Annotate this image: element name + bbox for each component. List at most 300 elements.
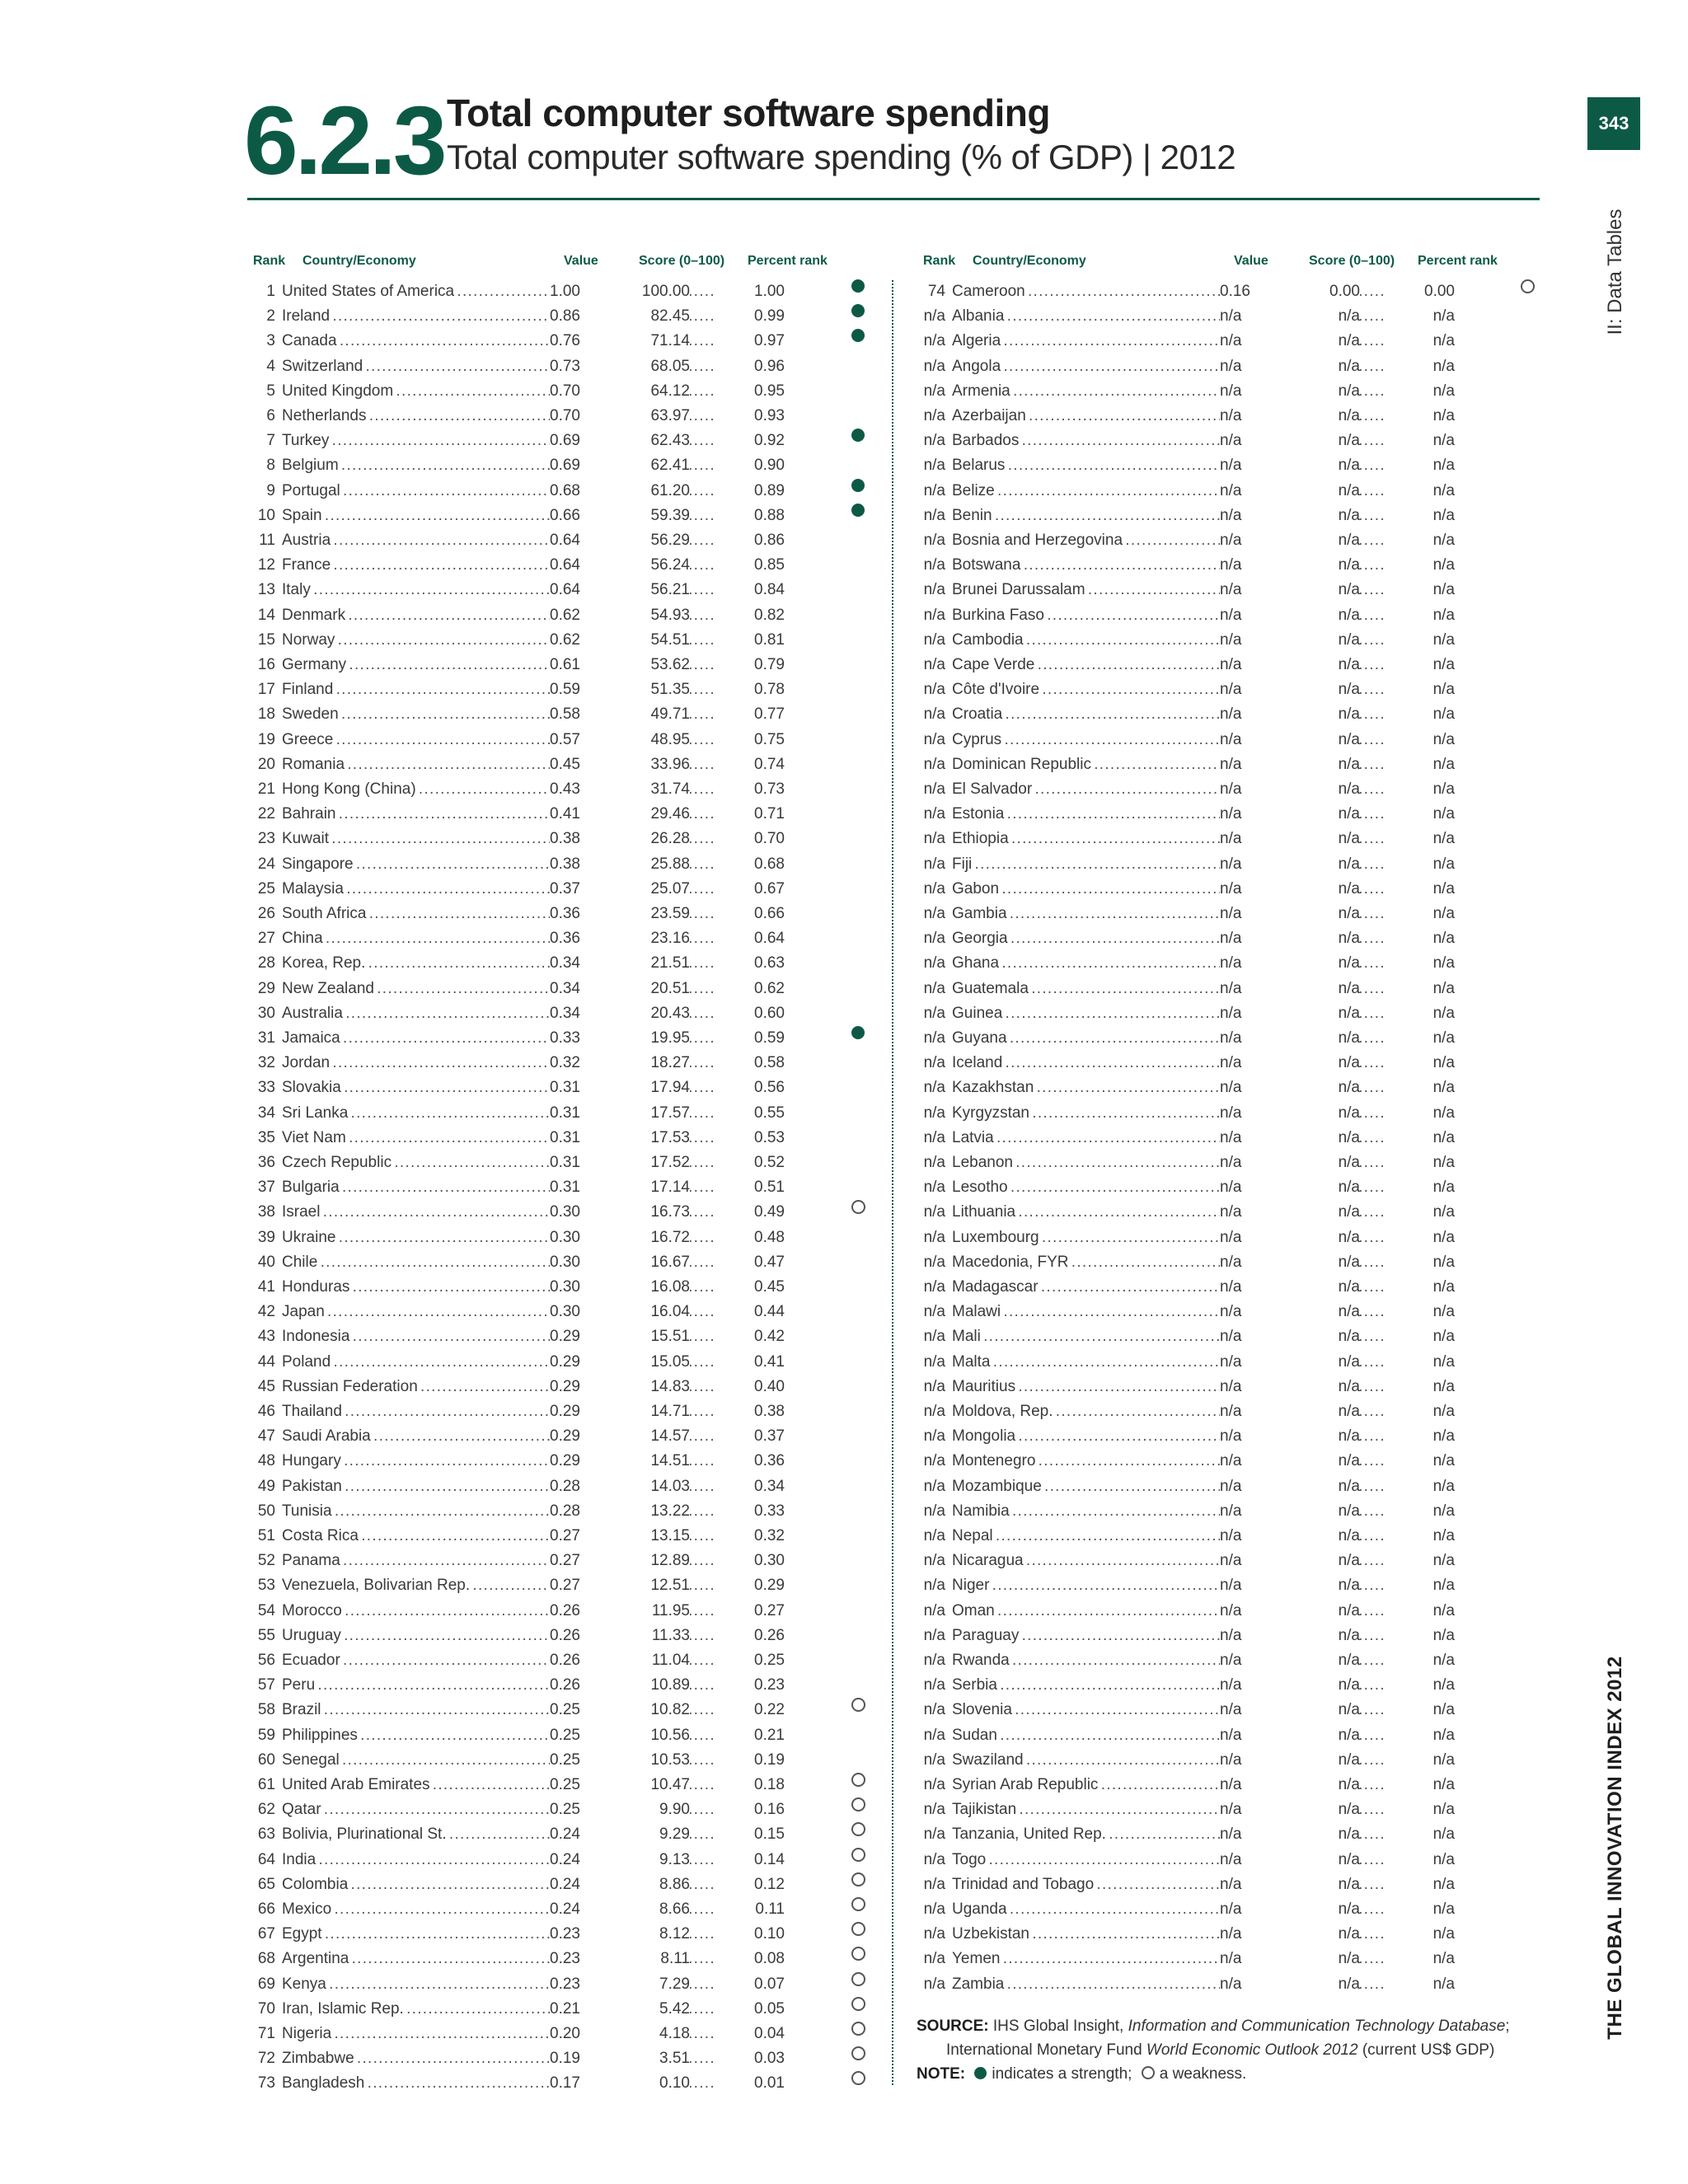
- dot-leader: . . . .: [693, 1477, 713, 1495]
- dot-leader: . . . .: [693, 1253, 713, 1271]
- rank-cell: n/a: [923, 581, 945, 599]
- country-cell: Greece . . .: [282, 728, 550, 752]
- percent-rank-cell: n/a: [1385, 1872, 1455, 1897]
- score-cell: n/a: [1278, 1972, 1360, 1997]
- score-cell: n/a: [1278, 1773, 1360, 1797]
- score-cell: 54.93: [607, 603, 690, 628]
- weakness-icon: [851, 1997, 865, 2011]
- score-cell: 8.12: [607, 1922, 690, 1947]
- value-cell: 0.25: [550, 1773, 607, 1797]
- percent-rank-cell: n/a: [1385, 1449, 1455, 1474]
- rank-cell: n/a: [923, 730, 945, 748]
- country-cell: Brunei Darussalam . . .: [952, 578, 1220, 602]
- weakness-icon: [851, 1947, 865, 1961]
- country-cell: Tanzania, United Rep. . . .: [952, 1822, 1220, 1847]
- table-row: [232, 1226, 892, 1250]
- rank-cell: n/a: [923, 1626, 945, 1644]
- score-cell: 62.43: [607, 429, 690, 453]
- country-cell: Guatemala . . .: [952, 977, 1220, 1001]
- value-cell: 0.25: [550, 1748, 607, 1773]
- dot-leader: . . . .: [1363, 1228, 1383, 1246]
- percent-rank-cell: n/a: [1385, 1748, 1455, 1773]
- score-cell: 7.29: [607, 1972, 690, 1997]
- dot-leader: . . . .: [693, 382, 713, 400]
- score-cell: n/a: [1278, 1648, 1360, 1673]
- value-cell: 0.76: [550, 329, 607, 354]
- percent-rank-cell: n/a: [1385, 977, 1455, 1001]
- value-cell: 0.59: [550, 677, 607, 702]
- dot-leader: . . . .: [693, 1601, 713, 1619]
- dot-leader: . . . .: [693, 1303, 713, 1321]
- rank-cell: 63: [257, 1825, 275, 1844]
- value-cell: n/a: [1220, 1573, 1278, 1598]
- table-row: [232, 628, 892, 653]
- country-cell: Singapore . . .: [282, 852, 550, 877]
- dot-leader: . . . .: [693, 606, 713, 624]
- score-cell: 51.35: [607, 677, 690, 702]
- dot-leader: . . . .: [1363, 357, 1383, 375]
- percent-rank-cell: 1.00: [715, 279, 785, 304]
- table-row: [232, 1549, 892, 1573]
- rank-cell: 34: [257, 1104, 275, 1122]
- value-cell: 0.30: [550, 1275, 607, 1300]
- rank-cell: 20: [257, 755, 275, 773]
- score-cell: n/a: [1278, 429, 1360, 453]
- dot-leader: . . . .: [693, 1999, 713, 2018]
- value-cell: n/a: [1220, 304, 1278, 329]
- score-cell: n/a: [1278, 1175, 1360, 1200]
- country-cell: Portugal . . .: [282, 479, 550, 504]
- percent-rank-cell: 0.44: [715, 1300, 785, 1324]
- value-cell: 0.19: [550, 2046, 607, 2071]
- rank-cell: 47: [257, 1427, 275, 1446]
- dot-leader: . . . .: [1363, 283, 1383, 300]
- country-cell: Lesotho . . .: [952, 1175, 1220, 1200]
- rank-cell: 8: [266, 457, 275, 475]
- percent-rank-cell: 0.37: [715, 1424, 785, 1449]
- value-cell: n/a: [1220, 603, 1278, 628]
- value-cell: n/a: [1220, 528, 1278, 553]
- percent-rank-cell: n/a: [1385, 504, 1455, 528]
- percent-rank-cell: n/a: [1385, 1499, 1455, 1524]
- country-cell: United States of America . . .: [282, 279, 550, 304]
- score-cell: 56.24: [607, 553, 690, 578]
- value-cell: 0.70: [550, 404, 607, 429]
- value-cell: n/a: [1220, 926, 1278, 951]
- rank-cell: 26: [257, 905, 275, 922]
- table-row: [903, 1151, 1562, 1175]
- percent-rank-cell: n/a: [1385, 1723, 1455, 1748]
- value-cell: n/a: [1220, 1126, 1278, 1151]
- score-cell: 25.07: [607, 877, 690, 902]
- dot-leader: . . . .: [1363, 1875, 1383, 1893]
- score-cell: n/a: [1278, 1324, 1360, 1349]
- dot-leader: . . . .: [693, 1527, 713, 1544]
- country-cell: Saudi Arabia . . .: [282, 1424, 550, 1449]
- country-cell: Serbia . . .: [952, 1673, 1220, 1698]
- table-row: [903, 1848, 1562, 1872]
- country-cell: El Salvador . . .: [952, 777, 1220, 802]
- score-cell: n/a: [1278, 1499, 1360, 1524]
- score-cell: 64.12: [607, 379, 690, 404]
- percent-rank-cell: n/a: [1385, 1922, 1455, 1947]
- value-cell: 0.73: [550, 354, 607, 379]
- value-cell: 0.29: [550, 1424, 607, 1449]
- table-row: [232, 453, 892, 478]
- rank-cell: n/a: [923, 506, 945, 524]
- percent-rank-cell: 0.58: [715, 1051, 785, 1076]
- country-cell: Pakistan . . .: [282, 1474, 550, 1499]
- value-cell: n/a: [1220, 379, 1278, 404]
- table-row: [903, 1226, 1562, 1250]
- dot-leader: . . . .: [1363, 1950, 1383, 1968]
- percent-rank-cell: 0.36: [715, 1449, 785, 1474]
- table-row: [232, 1573, 892, 1598]
- weakness-icon: [851, 1773, 865, 1787]
- value-cell: 0.27: [550, 1573, 607, 1598]
- dot-leader: . . . .: [693, 1975, 713, 1993]
- value-cell: 0.36: [550, 902, 607, 926]
- value-cell: n/a: [1220, 1474, 1278, 1499]
- percent-rank-cell: 0.64: [715, 926, 785, 951]
- rank-cell: 41: [257, 1278, 275, 1296]
- percent-rank-cell: n/a: [1385, 1822, 1455, 1847]
- score-cell: n/a: [1278, 1897, 1360, 1922]
- column-divider: [892, 280, 893, 2085]
- rank-cell: 7: [266, 432, 275, 450]
- percent-rank-cell: 0.12: [715, 1872, 785, 1897]
- score-cell: n/a: [1278, 1126, 1360, 1151]
- country-cell: Norway . . .: [282, 628, 550, 653]
- score-cell: 5.42: [607, 1997, 690, 2022]
- percent-rank-cell: 0.78: [715, 677, 785, 702]
- dot-leader: . . . .: [693, 1154, 713, 1171]
- country-cell: Niger . . .: [952, 1573, 1220, 1598]
- percent-rank-cell: 0.38: [715, 1399, 785, 1424]
- dot-leader: . . . .: [693, 630, 713, 649]
- percent-rank-cell: 0.63: [715, 951, 785, 976]
- dot-leader: . . . .: [1363, 506, 1383, 524]
- percent-rank-cell: 0.68: [715, 852, 785, 877]
- country-cell: Spain . . .: [282, 504, 550, 528]
- country-cell: Chile . . .: [282, 1250, 550, 1275]
- source-text-4: (current US$ GDP): [1357, 2041, 1495, 2059]
- country-cell: Ecuador . . .: [282, 1648, 550, 1673]
- weakness-icon: [851, 1872, 865, 1886]
- country-cell: Costa Rica . . .: [282, 1524, 550, 1549]
- table-row: [903, 1424, 1562, 1449]
- value-cell: 0.64: [550, 528, 607, 553]
- rank-cell: n/a: [923, 432, 945, 450]
- percent-rank-cell: 0.66: [715, 902, 785, 926]
- value-cell: n/a: [1220, 553, 1278, 578]
- dot-leader: . . . .: [1363, 905, 1383, 922]
- country-cell: Malawi . . .: [952, 1300, 1220, 1324]
- value-cell: 0.64: [550, 553, 607, 578]
- dot-leader: . . . .: [1363, 1601, 1383, 1619]
- weakness-legend-icon: [1142, 2066, 1155, 2079]
- country-cell: Mexico . . .: [282, 1897, 550, 1922]
- table-row: [903, 429, 1562, 453]
- table-row: [232, 528, 892, 553]
- dot-leader: . . . .: [693, 905, 713, 922]
- value-cell: 0.33: [550, 1026, 607, 1051]
- dot-leader: . . . .: [693, 1352, 713, 1371]
- dot-leader: . . . .: [1363, 1527, 1383, 1544]
- table-row: [903, 279, 1562, 304]
- left-header-country: Country/Economy: [302, 254, 416, 268]
- dot-leader: . . . .: [693, 1801, 713, 1819]
- table-row: [232, 1474, 892, 1499]
- country-cell: Tunisia . . .: [282, 1499, 550, 1524]
- rank-cell: 18: [257, 705, 275, 724]
- score-cell: n/a: [1278, 1797, 1360, 1822]
- percent-rank-cell: 0.29: [715, 1573, 785, 1598]
- score-cell: n/a: [1278, 1076, 1360, 1100]
- country-cell: Croatia . . .: [952, 702, 1220, 727]
- table-row: [903, 702, 1562, 727]
- table-row: [903, 453, 1562, 478]
- value-cell: 0.68: [550, 479, 607, 504]
- dot-leader: . . . .: [693, 1502, 713, 1520]
- rank-cell: n/a: [923, 1029, 945, 1047]
- value-cell: n/a: [1220, 1549, 1278, 1573]
- rank-cell: n/a: [923, 1427, 945, 1446]
- country-cell: Syrian Arab Republic . . .: [952, 1773, 1220, 1797]
- score-cell: n/a: [1278, 1822, 1360, 1847]
- value-cell: n/a: [1220, 1175, 1278, 1200]
- dot-leader: . . . .: [693, 1427, 713, 1446]
- country-cell: Togo . . .: [952, 1848, 1220, 1872]
- score-cell: 19.95: [607, 1026, 690, 1051]
- score-cell: n/a: [1278, 1101, 1360, 1126]
- percent-rank-cell: n/a: [1385, 304, 1455, 329]
- score-cell: 54.51: [607, 628, 690, 653]
- weakness-icon: [1521, 279, 1535, 293]
- strength-icon: [851, 304, 865, 317]
- rank-cell: 68: [257, 1950, 275, 1968]
- value-cell: 0.26: [550, 1624, 607, 1648]
- rank-cell: n/a: [923, 1825, 945, 1844]
- country-cell: Germany . . .: [282, 653, 550, 677]
- table-row: [232, 653, 892, 677]
- country-cell: Israel . . .: [282, 1200, 550, 1225]
- percent-rank-cell: 0.77: [715, 702, 785, 727]
- value-cell: 0.29: [550, 1324, 607, 1349]
- rank-cell: 21: [257, 780, 275, 798]
- rank-cell: n/a: [923, 307, 945, 326]
- score-cell: 3.51: [607, 2046, 690, 2071]
- dot-leader: . . . .: [693, 1925, 713, 1943]
- country-cell: Indonesia . . .: [282, 1324, 550, 1349]
- score-cell: n/a: [1278, 553, 1360, 578]
- rank-cell: 48: [257, 1452, 275, 1470]
- percent-rank-cell: 0.89: [715, 479, 785, 504]
- table-row: [232, 1499, 892, 1524]
- value-cell: 0.31: [550, 1151, 607, 1175]
- rank-cell: n/a: [923, 656, 945, 673]
- rank-cell: n/a: [923, 1652, 945, 1669]
- percent-rank-cell: n/a: [1385, 1399, 1455, 1424]
- country-cell: Bulgaria . . .: [282, 1175, 550, 1200]
- value-cell: n/a: [1220, 802, 1278, 827]
- value-cell: 0.24: [550, 1897, 607, 1922]
- percent-rank-cell: n/a: [1385, 1200, 1455, 1225]
- note-strength-text: indicates a strength;: [992, 2065, 1132, 2083]
- right-header-value: Value: [1234, 254, 1268, 268]
- country-cell: Dominican Republic . . .: [952, 752, 1220, 777]
- score-cell: n/a: [1278, 1350, 1360, 1375]
- percent-rank-cell: n/a: [1385, 1797, 1455, 1822]
- percent-rank-cell: n/a: [1385, 528, 1455, 553]
- country-cell: Argentina . . .: [282, 1947, 550, 1971]
- value-cell: n/a: [1220, 578, 1278, 602]
- source-text-1: IHS Global Insight,: [992, 2018, 1128, 2035]
- percent-rank-cell: n/a: [1385, 926, 1455, 951]
- table-row: [232, 1250, 892, 1275]
- percent-rank-cell: n/a: [1385, 1599, 1455, 1624]
- country-cell: United Arab Emirates . . .: [282, 1773, 550, 1797]
- table-row: [903, 1573, 1562, 1598]
- dot-leader: . . . .: [693, 1676, 713, 1694]
- percent-rank-cell: n/a: [1385, 1947, 1455, 1971]
- value-cell: n/a: [1220, 329, 1278, 354]
- score-cell: n/a: [1278, 404, 1360, 429]
- dot-leader: . . . .: [693, 1900, 713, 1918]
- value-cell: n/a: [1220, 1698, 1278, 1722]
- score-cell: n/a: [1278, 1424, 1360, 1449]
- rank-cell: n/a: [923, 930, 945, 948]
- value-cell: 0.30: [550, 1200, 607, 1225]
- score-cell: n/a: [1278, 926, 1360, 951]
- value-cell: n/a: [1220, 1848, 1278, 1872]
- country-cell: Belarus . . .: [952, 453, 1220, 478]
- country-cell: Nepal . . .: [952, 1524, 1220, 1549]
- table-row: [903, 1001, 1562, 1026]
- rank-cell: n/a: [923, 1601, 945, 1619]
- percent-rank-cell: 0.52: [715, 1151, 785, 1175]
- score-cell: n/a: [1278, 1573, 1360, 1598]
- percent-rank-cell: 0.01: [715, 2071, 785, 2096]
- table-row: [903, 1474, 1562, 1499]
- percent-rank-cell: 0.99: [715, 304, 785, 329]
- country-cell: Oman . . .: [952, 1599, 1220, 1624]
- rank-cell: 71: [257, 2025, 275, 2042]
- weakness-icon: [851, 1848, 865, 1862]
- dot-leader: . . . .: [1363, 1203, 1383, 1221]
- dot-leader: . . . .: [1363, 1054, 1383, 1072]
- dot-leader: . . . .: [1363, 606, 1383, 624]
- rank-cell: 59: [257, 1726, 275, 1744]
- rank-cell: n/a: [923, 1452, 945, 1470]
- percent-rank-cell: 0.86: [715, 528, 785, 553]
- rank-cell: n/a: [923, 1875, 945, 1893]
- table-row: [903, 479, 1562, 504]
- score-cell: 16.04: [607, 1300, 690, 1324]
- value-cell: n/a: [1220, 504, 1278, 528]
- score-cell: 10.53: [607, 1748, 690, 1773]
- rank-cell: n/a: [923, 532, 945, 549]
- country-cell: United Kingdom . . .: [282, 379, 550, 404]
- note-label: NOTE:: [917, 2065, 966, 2083]
- percent-rank-cell: n/a: [1385, 877, 1455, 902]
- score-cell: 59.39: [607, 504, 690, 528]
- dot-leader: . . . .: [693, 506, 713, 524]
- country-cell: Estonia . . .: [952, 802, 1220, 827]
- right-header-score: Score (0–100): [1309, 254, 1395, 268]
- percent-rank-cell: n/a: [1385, 578, 1455, 602]
- country-cell: Brazil . . .: [282, 1698, 550, 1722]
- dot-leader: . . . .: [693, 1776, 713, 1793]
- dot-leader: . . . .: [1363, 1452, 1383, 1470]
- score-cell: 48.95: [607, 728, 690, 752]
- value-cell: n/a: [1220, 1324, 1278, 1349]
- dot-leader: . . . .: [693, 1403, 713, 1420]
- country-cell: South Africa . . .: [282, 902, 550, 926]
- value-cell: 0.24: [550, 1872, 607, 1897]
- rank-cell: 39: [257, 1228, 275, 1246]
- percent-rank-cell: n/a: [1385, 902, 1455, 926]
- rank-cell: 52: [257, 1552, 275, 1570]
- score-cell: 9.13: [607, 1848, 690, 1872]
- percent-rank-cell: n/a: [1385, 777, 1455, 802]
- table-row: [903, 1872, 1562, 1897]
- country-cell: Lithuania . . .: [952, 1200, 1220, 1225]
- dot-leader: . . . .: [693, 481, 713, 499]
- percent-rank-cell: 0.79: [715, 653, 785, 677]
- table-row: [903, 728, 1562, 752]
- dot-leader: . . . .: [1363, 954, 1383, 972]
- table-row: [903, 404, 1562, 429]
- table-row: [903, 1723, 1562, 1748]
- dot-leader: . . . .: [1363, 1079, 1383, 1097]
- weakness-icon: [851, 1698, 865, 1712]
- strength-icon: [851, 329, 865, 342]
- dot-leader: . . . .: [1363, 1652, 1383, 1669]
- rank-cell: 66: [257, 1900, 275, 1918]
- country-cell: Iceland . . .: [952, 1051, 1220, 1076]
- table-row: [232, 279, 892, 304]
- rank-cell: 5: [266, 382, 275, 400]
- rank-cell: 12: [257, 556, 275, 574]
- rank-cell: n/a: [923, 979, 945, 997]
- percent-rank-cell: 0.30: [715, 1549, 785, 1573]
- dot-leader: . . . .: [1363, 930, 1383, 948]
- percent-rank-cell: 0.96: [715, 354, 785, 379]
- country-cell: Denmark . . .: [282, 603, 550, 628]
- country-cell: Gabon . . .: [952, 877, 1220, 902]
- table-row: [903, 1822, 1562, 1847]
- percent-rank-cell: 0.75: [715, 728, 785, 752]
- rank-cell: n/a: [923, 1054, 945, 1072]
- strength-legend-icon: [974, 2067, 987, 2079]
- score-cell: n/a: [1278, 1300, 1360, 1324]
- rank-cell: n/a: [923, 705, 945, 724]
- percent-rank-cell: 0.00: [1385, 279, 1455, 304]
- value-cell: 0.38: [550, 852, 607, 877]
- country-cell: Namibia . . .: [952, 1499, 1220, 1524]
- rank-cell: n/a: [923, 1104, 945, 1122]
- table-row: [903, 1101, 1562, 1126]
- percent-rank-cell: n/a: [1385, 852, 1455, 877]
- table-row: [232, 852, 892, 877]
- score-cell: 17.53: [607, 1126, 690, 1151]
- table-row: [232, 1076, 892, 1100]
- rank-cell: n/a: [923, 357, 945, 375]
- value-cell: 0.28: [550, 1474, 607, 1499]
- rank-cell: 29: [257, 979, 275, 997]
- value-cell: n/a: [1220, 752, 1278, 777]
